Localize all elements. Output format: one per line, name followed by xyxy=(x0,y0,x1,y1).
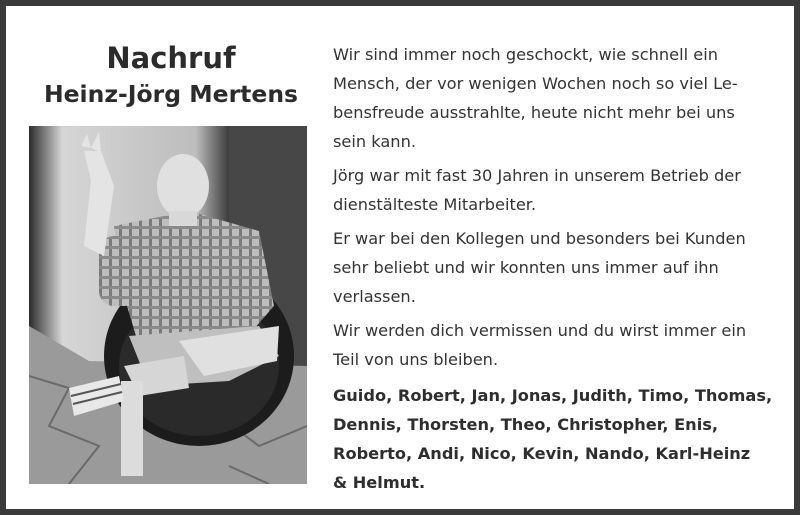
text-line: Mensch, der vor wenigen Wochen noch so viel Le- xyxy=(333,74,738,93)
signature-line: Dennis, Thorsten, Theo, Christopher, Enis, xyxy=(333,415,719,434)
text-line: sehr beliebt und wir konnten uns immer auf ihn xyxy=(333,258,719,277)
signature-line: Roberto, Andi, Nico, Kevin, Nando, Karl-Heinz xyxy=(333,444,751,463)
paragraph-4 xyxy=(333,316,778,374)
text-line: Wir sind immer noch geschockt, wie schnell ein xyxy=(333,45,718,64)
text-line: Wir werden dich vermissen und du wirst immer ein xyxy=(333,321,747,340)
notice-title: Nachruf xyxy=(106,41,236,75)
text-line: Er war bei den Kollegen und besonders bei Kunden xyxy=(333,229,746,248)
text-line: verlassen. xyxy=(333,287,416,306)
paragraph-2 xyxy=(333,161,778,219)
deceased-name: Heinz-Jörg Mertens xyxy=(43,80,299,108)
signatories xyxy=(333,381,778,497)
obituary-text xyxy=(333,40,778,379)
text-line: dienstälteste Mitarbeiter. xyxy=(333,195,537,214)
signature-line: & Helmut. xyxy=(333,473,426,492)
signature-line: Guido, Robert, Jan, Jonas, Judith, Timo, Thomas, xyxy=(333,386,773,405)
paragraph-3 xyxy=(333,224,778,311)
text-line: bensfreude ausstrahlte, heute nicht mehr bei uns xyxy=(333,103,735,122)
text-line: Teil von uns bleiben. xyxy=(333,350,499,369)
paragraph-1 xyxy=(333,40,778,156)
photo-illustration xyxy=(29,126,307,484)
portrait-photo xyxy=(29,126,307,484)
text-line: Jörg war mit fast 30 Jahren in unserem Betrieb der xyxy=(333,166,741,185)
text-line: sein kann. xyxy=(333,132,416,151)
